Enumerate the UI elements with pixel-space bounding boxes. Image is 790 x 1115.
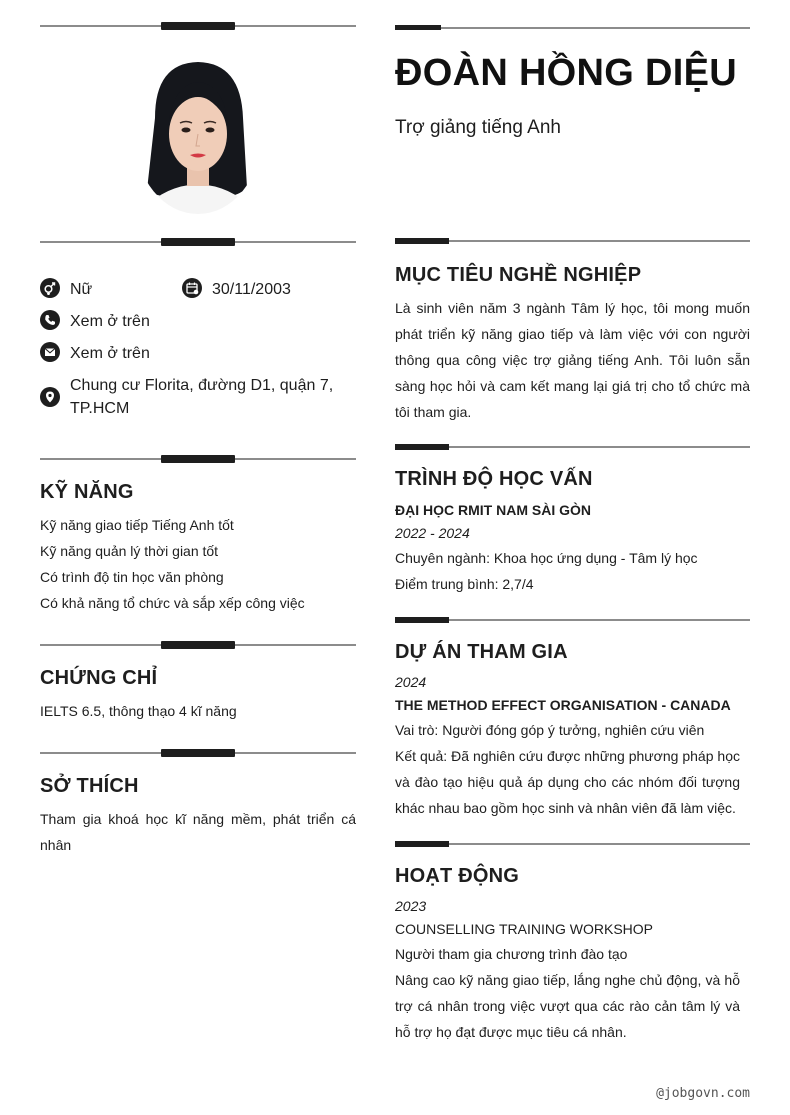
education-period: 2022 - 2024 (395, 525, 470, 541)
education-title: TRÌNH ĐỘ HỌC VẤN (395, 468, 593, 490)
phone-value: Xem ở trên (70, 313, 150, 330)
skill-item: Có khả năng tổ chức và sắp xếp công việc (40, 595, 305, 611)
phone-icon (40, 310, 60, 330)
candidate-name: ĐOÀN HỒNG DIỆU (395, 52, 737, 94)
gender-row (40, 278, 92, 301)
watermark: @jobgovn.com (656, 1086, 750, 1101)
birthdate-row (182, 278, 291, 301)
objective-text: Là sinh viên năm 3 ngành Tâm lý học, tôi mong muốn phát triển kỹ năng giao tiếp và làm việc với con người thông qua công việc trợ giảng tiếng Anh. Tôi luôn sẵn sàng học hỏi và cam kết mang lại giá trị cho tổ chức mà tôi tham gia. (395, 300, 750, 420)
education-gpa: Điểm trung bình: 2,7/4 (395, 576, 534, 592)
activities-title: HOẠT ĐỘNG (395, 865, 520, 887)
certificate-item: IELTS 6.5, thông thạo 4 kĩ năng (40, 703, 237, 719)
project-year: 2024 (395, 674, 427, 690)
divider (40, 22, 356, 30)
activity-description: Nâng cao kỹ năng giao tiếp, lắng nghe chủ động, và hỗ trợ cá nhân trong việc vượt qua các rào cản tâm lý và hỗ trợ họ đạt được mục tiêu cá nhân. (395, 972, 740, 1040)
address-value: Chung cư Florita, đường D1, quận 7, TP.HCM (70, 377, 334, 417)
job-title: Trợ giảng tiếng Anh (395, 117, 561, 138)
skill-item: Kỹ năng giao tiếp Tiếng Anh tốt (40, 517, 234, 533)
activity-role: Người tham gia chương trình đào tạo (395, 946, 628, 962)
email-icon (40, 342, 60, 362)
activity-year: 2023 (395, 898, 427, 914)
divider (40, 455, 356, 463)
gender-icon (40, 278, 60, 298)
divider (40, 238, 356, 246)
location-icon (40, 387, 60, 407)
email-value: Xem ở trên (70, 345, 150, 362)
phone-row (40, 310, 150, 333)
divider (40, 641, 356, 649)
hobbies-text: Tham gia khoá học kĩ năng mềm, phát triển cá nhân (40, 811, 356, 853)
skills-title: KỸ NĂNG (40, 481, 134, 503)
calendar-icon (182, 278, 202, 298)
education-school: ĐẠI HỌC RMIT NAM SÀI GÒN (395, 502, 591, 518)
email-row (40, 342, 150, 365)
divider (395, 25, 750, 31)
gender-value: Nữ (70, 281, 93, 298)
project-result: Kết quả: Đã nghiên cứu được những phương pháp học và đào tạo hiệu quả áp dụng cho các nhóm đối tượng khác nhau bao gồm học sinh và nhân viên đã làm việc. (395, 748, 740, 816)
divider (40, 749, 356, 757)
projects-title: DỰ ÁN THAM GIA (395, 641, 568, 663)
education-major: Chuyên ngành: Khoa học ứng dụng - Tâm lý học (395, 550, 698, 566)
divider (395, 444, 750, 450)
objective-title: MỤC TIÊU NGHỀ NGHIỆP (395, 264, 642, 286)
divider (395, 617, 750, 623)
birthdate-value: 30/11/2003 (212, 281, 291, 298)
address-row (40, 374, 340, 420)
project-role: Vai trò: Người đóng góp ý tưởng, nghiên cứu viên (395, 722, 705, 738)
activity-event: COUNSELLING TRAINING WORKSHOP (395, 921, 654, 937)
hobbies-title: SỞ THÍCH (40, 775, 139, 797)
project-organization: THE METHOD EFFECT ORGANISATION - CANADA (395, 697, 731, 713)
certificates-title: CHỨNG CHỈ (40, 667, 158, 689)
skill-item: Kỹ năng quản lý thời gian tốt (40, 543, 219, 559)
divider (395, 238, 750, 244)
skill-item: Có trình độ tin học văn phòng (40, 569, 224, 585)
profile-photo (135, 58, 261, 214)
divider (395, 841, 750, 847)
